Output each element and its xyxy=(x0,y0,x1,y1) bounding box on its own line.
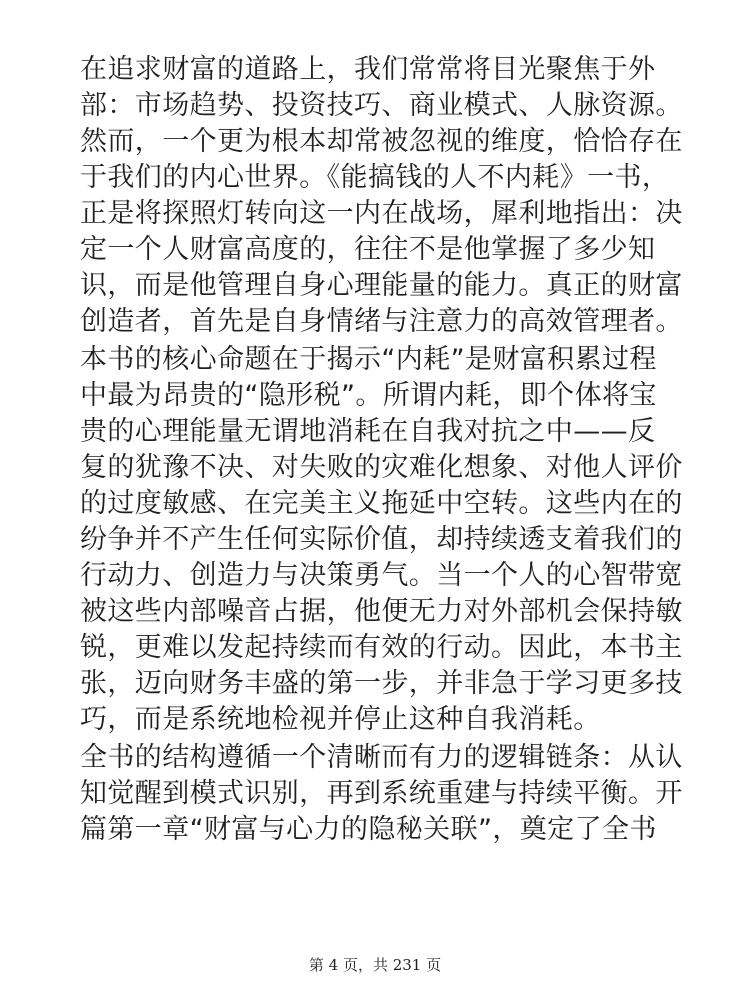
text-line: 中最为昂贵的“隐形税”。所谓内耗，即个体将宝 xyxy=(80,380,657,411)
text-line: 全书的结构遵循一个清晰而有力的逻辑链条：从认 xyxy=(80,742,683,773)
text-line: 创造者，首先是自身情绪与注意力的高效管理者。 xyxy=(80,306,683,337)
body-text xyxy=(80,52,683,850)
text-line: 行动力、创造力与决策勇气。当一个人的心智带宽 xyxy=(80,560,683,591)
text-line: 部：市场趋势、投资技巧、商业模式、人脉资源。 xyxy=(80,90,683,121)
text-line: 于我们的内心世界。《能搞钱的人不内耗》一书， xyxy=(80,162,670,193)
text-line: 张，迈向财务丰盛的第一步，并非急于学习更多技 xyxy=(80,668,683,699)
text-line: 复的犹豫不决、对失败的灾难化想象、对他人评价 xyxy=(80,452,683,483)
text-line: 然而，一个更为根本却常被忽视的维度，恰恰存在 xyxy=(80,126,683,157)
text-line: 锐，更难以发起持续而有效的行动。因此，本书主 xyxy=(80,632,683,663)
text-line: 在追求财富的道路上，我们常常将目光聚焦于外 xyxy=(80,54,656,85)
text-line: 篇第一章“财富与心力的隐秘关联”，奠定了全书 xyxy=(80,814,657,845)
text-line: 定一个人财富高度的，往往不是他掌握了多少知 xyxy=(80,234,656,265)
text-line: 贵的心理能量无谓地消耗在自我对抗之中——反 xyxy=(80,416,656,447)
paragraph-2 xyxy=(80,342,683,738)
paragraph-1 xyxy=(80,52,683,340)
page-footer xyxy=(0,954,750,975)
text-line: 本书的核心命题在于揭示“内耗”是财富积累过程 xyxy=(80,344,657,375)
page-number-label: 第 4 页，共 231 页 xyxy=(308,956,442,974)
text-line: 纷争并不产生任何实际价值，却持续透支着我们的 xyxy=(80,524,683,555)
text-line: 正是将探照灯转向这一内在战场，犀利地指出：决 xyxy=(80,198,683,229)
text-line: 巧，而是系统地检视并停止这种自我消耗。 xyxy=(80,704,601,735)
text-line: 识，而是他管理自身心理能量的能力。真正的财富 xyxy=(80,270,683,301)
paragraph-3 xyxy=(80,740,683,848)
text-line: 被这些内部噪音占据，他便无力对外部机会保持敏 xyxy=(80,596,683,627)
text-line: 知觉醒到模式识别，再到系统重建与持续平衡。开 xyxy=(80,778,683,809)
text-line: 的过度敏感、在完美主义拖延中空转。这些内在的 xyxy=(80,488,683,519)
